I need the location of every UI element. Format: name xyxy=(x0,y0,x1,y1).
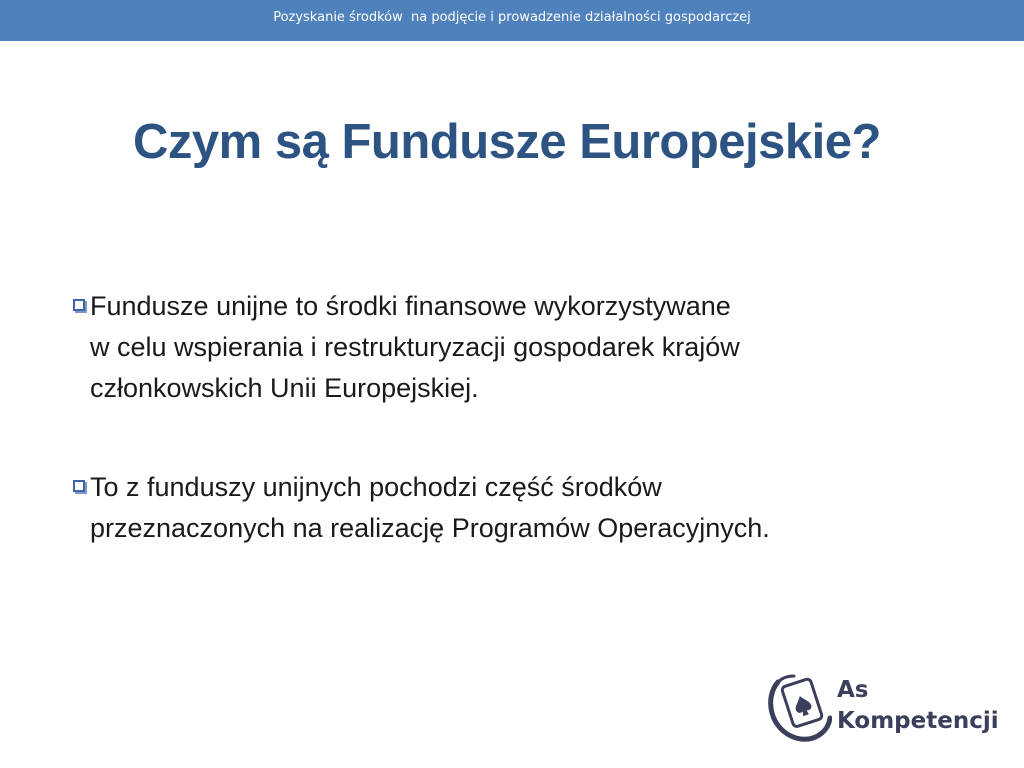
spade-card-icon xyxy=(768,668,832,742)
bullet-item xyxy=(70,286,970,409)
bullet-list xyxy=(70,286,970,549)
logo-text-line1: As xyxy=(837,677,869,703)
header-text: Pozyskanie środków na podjęcie i prowadzenie działalności gospodarczej xyxy=(273,10,751,25)
logo-text-line2: Kompetencji xyxy=(837,708,999,734)
slide-title: Czym są Fundusze Europejskie? xyxy=(133,115,881,169)
square-bullet-icon xyxy=(73,480,85,492)
bullet-text: To z funduszy unijnych pochodzi część środków przeznaczonych na realizację Programów Operacyjnych. xyxy=(90,472,770,543)
bullet-item xyxy=(70,467,970,549)
as-kompetencji-logo xyxy=(768,668,998,744)
header-band xyxy=(0,0,1024,41)
square-bullet-icon xyxy=(73,299,85,311)
bullet-text: Fundusze unijne to środki finansowe wykorzystywane w celu wspierania i restrukturyzacji gospodarek krajów członkowskich Unii Europejskiej. xyxy=(90,291,740,403)
